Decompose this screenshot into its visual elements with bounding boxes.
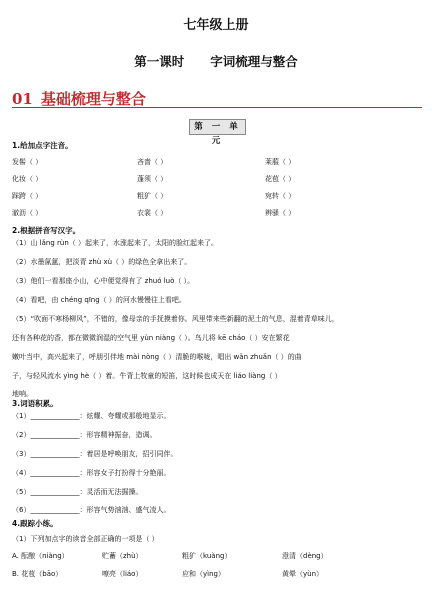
q3-line: （2）______________：形容精神振奋，造调。: [12, 431, 157, 439]
q2-line: （1）山 lǎng rùn（ ）起来了，水涨起来了，太阳的脸红起来了。: [12, 239, 218, 247]
lesson-subtitle: [0, 52, 432, 70]
section-title: 基础梳理与整合: [40, 90, 146, 108]
section-divider: [12, 107, 422, 108]
q1-item: 宛转（ ）: [265, 192, 296, 200]
q1-item: 衣裳（ ）: [137, 209, 168, 217]
q3-heading: 3.词语积累。: [12, 399, 58, 408]
q2-heading: 2.根据拼音写汉字。: [12, 226, 81, 235]
q4-question: （1）下列加点字的读音全部正确的一项是（ ）: [12, 535, 159, 543]
q1-item: 粗犷（ ）: [137, 192, 168, 200]
q1-item: 蓬须（ ）: [137, 175, 168, 183]
q4-heading: 4.跟踪小练。: [12, 519, 58, 528]
q2-line: 还有各种花的香，都在微微润湿的空气里 yùn niàng（ ）。鸟儿将 kē cháo（ ）安在繁花: [12, 334, 290, 342]
q2-line: （3）他们一看那座小山，心中便觉得有了 zhuó luò（ ）。: [12, 277, 195, 285]
q3-line: （6）______________：形容气势汹汹、盛气凌人。: [12, 506, 171, 514]
lesson-label: 第一课时: [134, 54, 185, 69]
q3-line: （1）______________：炫耀、夸耀或那般地显示。: [12, 412, 171, 420]
q4-option: 黄晕（yùn）: [282, 570, 324, 578]
q3-line: （4）______________：形容女子打扮得十分艳丽。: [12, 469, 171, 477]
q1-item: 辨骚（ ）: [265, 209, 296, 217]
q2-line: 地响。: [12, 390, 33, 398]
document-title: 七年级上册: [183, 18, 249, 33]
lesson-topic: 字词梳理与整合: [210, 54, 298, 69]
q4-option: 嘹亮（liáo）: [102, 570, 143, 578]
q3-line: （5）______________：灵活而无法掘操。: [12, 488, 143, 496]
q2-line: 嫩叶当中，高兴起来了，呼朋引伴地 mài nòng（ ）清脆的喉咙，唱出 wǎn zhuǎn（ ）的曲: [12, 353, 302, 361]
q4-option: 应和（yìng）: [182, 570, 225, 578]
q1-heading: 1.给加点字注音。: [12, 141, 73, 150]
unit-label: 第 一 单 元: [189, 119, 246, 135]
q4-option: A. 酝酿（niàng）: [12, 552, 69, 560]
section-heading: [12, 88, 146, 109]
q4-option: B. 花苞（bāo）: [12, 570, 63, 578]
q2-line: （5）“吹面不寒杨柳风”，不错的，像母亲的手抚摸着你。风里带来些新翻的泥土的气息，混着青草味儿，: [12, 315, 339, 323]
q1-item: 澈沥（ ）: [12, 209, 43, 217]
q3-line: （3）______________：着居是呼唤朋友，招引同伴。: [12, 450, 178, 458]
q4-option: 贮蓄（zhù）: [102, 552, 143, 560]
q1-item: 化妆（ ）: [12, 175, 43, 183]
q2-line: （4）看吧，由 chéng qīng（ ）的河水慢慢往上看吧。: [12, 296, 186, 304]
q2-line: 子，与轻风流水 yìng hè（ ）着。牛背上牧童的短笛，这时候也成天在 liáo liàng（ ）: [12, 372, 282, 380]
q1-item: 花苞（ ）: [265, 175, 296, 183]
q4-option: 澄清（dèng）: [282, 552, 328, 560]
q1-item: 莱菔（ ）: [265, 158, 296, 166]
q2-line: （2）水墨氤氲，把淡青 zhù xù（ ）的绿色全拿出来了。: [12, 258, 192, 266]
q1-item: 发髻（ ）: [12, 158, 43, 166]
q1-item: 踩跨（ ）: [12, 192, 43, 200]
q4-option: 粗犷（kuàng）: [182, 552, 232, 560]
q1-item: 吝啬（ ）: [137, 158, 168, 166]
section-number: 01: [12, 90, 33, 108]
